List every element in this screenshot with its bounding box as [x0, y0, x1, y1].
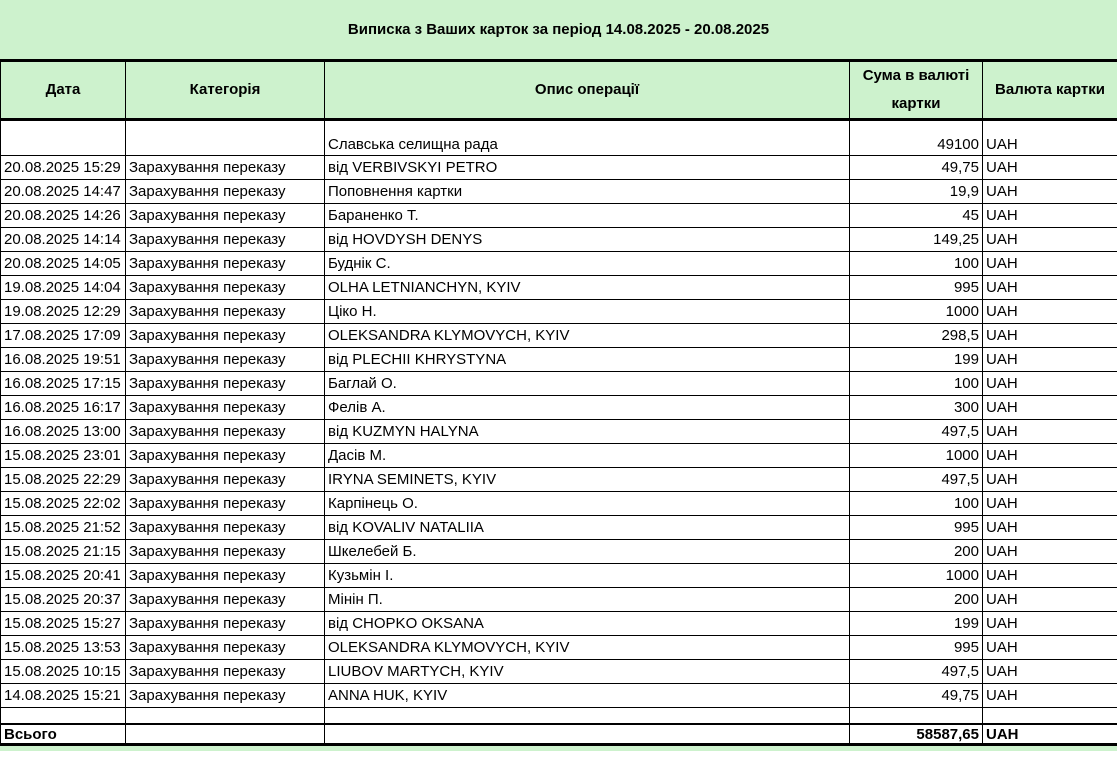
transaction-row [1, 324, 1117, 348]
empty-cell [325, 724, 850, 745]
date-cell: 19.08.2025 12:29 [1, 300, 126, 324]
category-cell: Зарахування переказу [126, 204, 325, 228]
description-cell: Дасів М. [325, 444, 850, 468]
transaction-row [1, 228, 1117, 252]
amount-cell: 200 [850, 588, 983, 612]
category-cell: Зарахування переказу [126, 300, 325, 324]
transaction-row [1, 540, 1117, 564]
category-cell: Зарахування переказу [126, 420, 325, 444]
column-header-date: Дата [1, 62, 126, 120]
currency-cell: UAH [983, 636, 1117, 660]
category-cell: Зарахування переказу [126, 492, 325, 516]
date-cell: 14.08.2025 15:21 [1, 684, 126, 708]
description-cell: Фелів А. [325, 396, 850, 420]
category-cell: Зарахування переказу [126, 612, 325, 636]
amount-cell: 49,75 [850, 156, 983, 180]
date-cell: 16.08.2025 16:17 [1, 396, 126, 420]
description-cell: від VERBIVSKYI PETRO [325, 156, 850, 180]
date-cell: 20.08.2025 14:26 [1, 204, 126, 228]
date-cell: 16.08.2025 17:15 [1, 372, 126, 396]
date-cell: 15.08.2025 22:29 [1, 468, 126, 492]
date-cell: 15.08.2025 15:27 [1, 612, 126, 636]
date-cell: 20.08.2025 14:05 [1, 252, 126, 276]
description-cell: Ціко Н. [325, 300, 850, 324]
currency-cell: UAH [983, 420, 1117, 444]
category-cell: Зарахування переказу [126, 684, 325, 708]
description-cell: Мінін П. [325, 588, 850, 612]
statement-table [0, 61, 1117, 746]
transaction-row [1, 684, 1117, 708]
amount-cell: 100 [850, 252, 983, 276]
currency-cell: UAH [983, 180, 1117, 204]
category-cell: Зарахування переказу [126, 348, 325, 372]
transaction-row [1, 564, 1117, 588]
amount-cell: 298,5 [850, 324, 983, 348]
currency-cell: UAH [983, 588, 1117, 612]
transaction-row [1, 396, 1117, 420]
description-cell: від PLECHII KHRYSTYNA [325, 348, 850, 372]
amount-cell: 1000 [850, 444, 983, 468]
currency-cell: UAH [983, 324, 1117, 348]
date-cell: 19.08.2025 14:04 [1, 276, 126, 300]
currency-cell: UAH [983, 120, 1117, 156]
date-cell: 20.08.2025 15:29 [1, 156, 126, 180]
currency-cell: UAH [983, 228, 1117, 252]
date-cell: 15.08.2025 10:15 [1, 660, 126, 684]
description-cell: ANNA HUK, KYIV [325, 684, 850, 708]
amount-cell: 199 [850, 348, 983, 372]
description-cell: Баглай О. [325, 372, 850, 396]
amount-cell: 497,5 [850, 660, 983, 684]
description-cell: від CHOPKO OKSANA [325, 612, 850, 636]
description-cell: LIUBOV MARTYCH, KYIV [325, 660, 850, 684]
date-cell: 15.08.2025 23:01 [1, 444, 126, 468]
amount-cell: 49,75 [850, 684, 983, 708]
description-cell: IRYNA SEMINETS, KYIV [325, 468, 850, 492]
column-header-amount: Сума в валюті картки [850, 62, 983, 120]
amount-cell: 100 [850, 492, 983, 516]
category-cell: Зарахування переказу [126, 180, 325, 204]
empty-cell [325, 708, 850, 725]
category-cell: Зарахування переказу [126, 660, 325, 684]
description-cell: OLEKSANDRA KLYMOVYCH, KYIV [325, 324, 850, 348]
empty-cell [1, 708, 126, 725]
description-cell: Карпінець О. [325, 492, 850, 516]
currency-cell: UAH [983, 612, 1117, 636]
description-cell: від HOVDYSH DENYS [325, 228, 850, 252]
date-cell: 16.08.2025 13:00 [1, 420, 126, 444]
date-cell: 15.08.2025 21:15 [1, 540, 126, 564]
currency-cell: UAH [983, 204, 1117, 228]
currency-cell: UAH [983, 156, 1117, 180]
currency-cell: UAH [983, 348, 1117, 372]
transaction-row [1, 420, 1117, 444]
column-header-description: Опис операції [325, 62, 850, 120]
date-cell: 15.08.2025 20:37 [1, 588, 126, 612]
description-cell: Кузьмін І. [325, 564, 850, 588]
category-cell: Зарахування переказу [126, 516, 325, 540]
header-row [1, 62, 1117, 120]
description-cell: Поповнення картки [325, 180, 850, 204]
description-cell: від KUZMYN HALYNA [325, 420, 850, 444]
currency-cell: UAH [983, 540, 1117, 564]
description-cell: Бараненко Т. [325, 204, 850, 228]
spacer-row [1, 708, 1117, 725]
category-cell: Зарахування переказу [126, 228, 325, 252]
currency-cell: UAH [983, 564, 1117, 588]
total-label: Всього [1, 724, 126, 745]
category-cell: Зарахування переказу [126, 324, 325, 348]
category-cell: Зарахування переказу [126, 564, 325, 588]
total-currency: UAH [983, 724, 1117, 745]
amount-cell: 199 [850, 612, 983, 636]
date-cell: 20.08.2025 14:47 [1, 180, 126, 204]
transaction-row [1, 180, 1117, 204]
date-cell: 17.08.2025 17:09 [1, 324, 126, 348]
amount-cell: 995 [850, 636, 983, 660]
currency-cell: UAH [983, 444, 1117, 468]
empty-cell [850, 708, 983, 725]
category-cell: Зарахування переказу [126, 252, 325, 276]
category-cell: Зарахування переказу [126, 444, 325, 468]
date-cell: 15.08.2025 21:52 [1, 516, 126, 540]
transaction-row [1, 156, 1117, 180]
description-cell: OLHA LETNIANCHYN, KYIV [325, 276, 850, 300]
currency-cell: UAH [983, 516, 1117, 540]
amount-cell: 149,25 [850, 228, 983, 252]
currency-cell: UAH [983, 252, 1117, 276]
category-cell: Зарахування переказу [126, 468, 325, 492]
transaction-row [1, 444, 1117, 468]
description-cell: Шкелебей Б. [325, 540, 850, 564]
transaction-row [1, 372, 1117, 396]
amount-cell: 995 [850, 276, 983, 300]
date-cell: 15.08.2025 22:02 [1, 492, 126, 516]
amount-cell: 45 [850, 204, 983, 228]
transaction-row [1, 516, 1117, 540]
transaction-row [1, 120, 1117, 156]
amount-cell: 300 [850, 396, 983, 420]
transaction-row [1, 300, 1117, 324]
currency-cell: UAH [983, 300, 1117, 324]
date-cell: 15.08.2025 20:41 [1, 564, 126, 588]
transaction-row [1, 612, 1117, 636]
transaction-row [1, 204, 1117, 228]
transaction-row [1, 636, 1117, 660]
currency-cell: UAH [983, 660, 1117, 684]
date-cell: 15.08.2025 13:53 [1, 636, 126, 660]
category-cell: Зарахування переказу [126, 276, 325, 300]
amount-cell: 100 [850, 372, 983, 396]
description-cell: Славська селищна рада [325, 120, 850, 156]
amount-cell: 200 [850, 540, 983, 564]
amount-cell: 19,9 [850, 180, 983, 204]
total-amount: 58587,65 [850, 724, 983, 745]
currency-cell: UAH [983, 684, 1117, 708]
currency-cell: UAH [983, 468, 1117, 492]
amount-cell: 995 [850, 516, 983, 540]
empty-cell [983, 708, 1117, 725]
bottom-green-strip [0, 746, 1117, 751]
total-row [1, 724, 1117, 745]
category-cell: Зарахування переказу [126, 636, 325, 660]
currency-cell: UAH [983, 372, 1117, 396]
amount-cell: 49100 [850, 120, 983, 156]
currency-cell: UAH [983, 492, 1117, 516]
category-cell: Зарахування переказу [126, 156, 325, 180]
description-cell: Буднік С. [325, 252, 850, 276]
amount-cell: 1000 [850, 300, 983, 324]
transaction-row [1, 492, 1117, 516]
description-cell: від KOVALIV NATALIIA [325, 516, 850, 540]
amount-cell: 497,5 [850, 468, 983, 492]
currency-cell: UAH [983, 396, 1117, 420]
date-cell: 16.08.2025 19:51 [1, 348, 126, 372]
column-header-category: Категорія [126, 62, 325, 120]
amount-cell: 1000 [850, 564, 983, 588]
transaction-row [1, 468, 1117, 492]
transaction-row [1, 660, 1117, 684]
transaction-row [1, 252, 1117, 276]
amount-cell: 497,5 [850, 420, 983, 444]
date-cell: 20.08.2025 14:14 [1, 228, 126, 252]
description-cell: OLEKSANDRA KLYMOVYCH, KYIV [325, 636, 850, 660]
currency-cell: UAH [983, 276, 1117, 300]
category-cell: Зарахування переказу [126, 372, 325, 396]
category-cell: Зарахування переказу [126, 396, 325, 420]
category-cell [126, 120, 325, 156]
category-cell: Зарахування переказу [126, 540, 325, 564]
column-header-currency: Валюта картки [983, 62, 1117, 120]
category-cell: Зарахування переказу [126, 588, 325, 612]
statement-title: Виписка з Ваших карток за період 14.08.2025 - 20.08.2025 [0, 0, 1117, 61]
empty-cell [126, 724, 325, 745]
empty-cell [126, 708, 325, 725]
transaction-row [1, 588, 1117, 612]
transaction-row [1, 276, 1117, 300]
date-cell [1, 120, 126, 156]
transaction-row [1, 348, 1117, 372]
